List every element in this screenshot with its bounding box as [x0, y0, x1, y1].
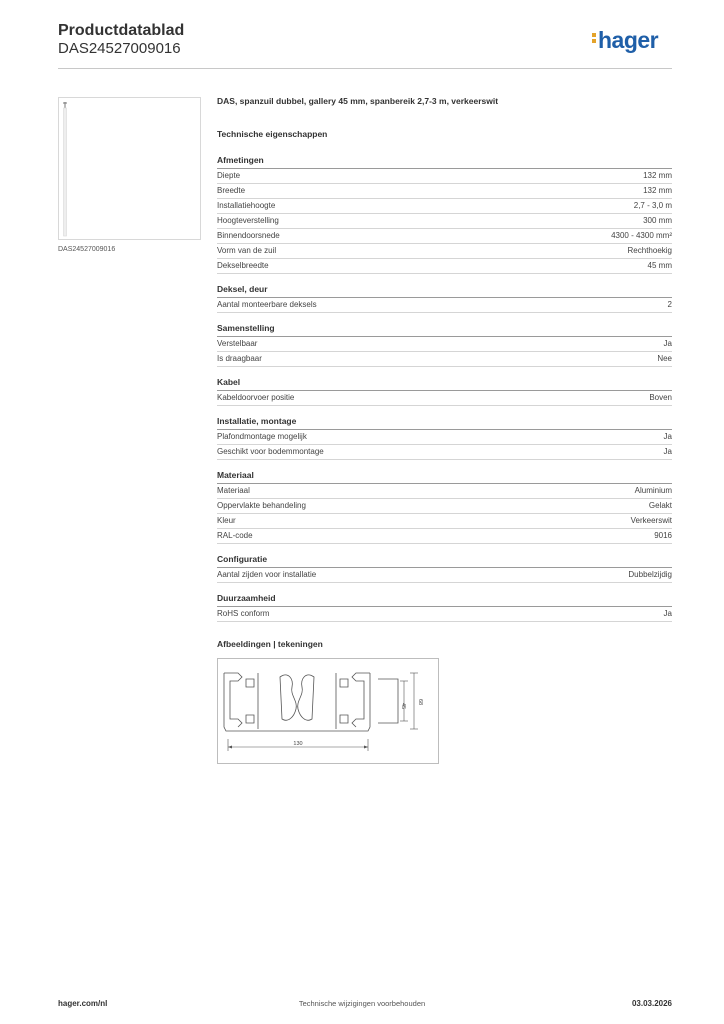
spec-row [217, 229, 672, 244]
spec-value: Ja [663, 447, 672, 456]
spec-row [217, 199, 672, 214]
spec-value: 132 mm [643, 171, 672, 180]
spec-value: 9016 [654, 531, 672, 540]
spec-row [217, 298, 672, 313]
spec-row [217, 169, 672, 184]
spec-value: Aluminium [634, 486, 672, 495]
spec-value: 4300 - 4300 mm² [611, 231, 672, 240]
spec-row [217, 445, 672, 460]
section-title: Afmetingen [217, 153, 672, 169]
spec-label: RAL-code [217, 531, 253, 540]
spec-label: Plafondmontage mogelijk [217, 432, 307, 441]
product-image [58, 97, 201, 240]
spec-row [217, 499, 672, 514]
profile-drawing-icon [218, 659, 440, 765]
spec-label: Kabeldoorvoer positie [217, 393, 295, 402]
spec-value: Ja [663, 339, 672, 348]
section-title: Samenstelling [217, 321, 672, 337]
spec-label: Aantal zijden voor installatie [217, 570, 317, 579]
tech-properties-title: Technische eigenschappen [217, 129, 328, 139]
spec-row [217, 259, 672, 274]
hager-logo[interactable] [592, 27, 658, 54]
spec-label: Is draagbaar [217, 354, 262, 363]
product-code: DAS24527009016 [58, 40, 181, 57]
section-title: Deksel, deur [217, 282, 672, 298]
section-title: Installatie, montage [217, 414, 672, 430]
spec-value: Ja [663, 609, 672, 618]
spec-row [217, 352, 672, 367]
spec-value: Dubbelzijdig [628, 570, 672, 579]
spec-row [217, 184, 672, 199]
product-title: DAS, spanzuil dubbel, gallery 45 mm, spanbereik 2,7-3 m, verkeerswit [217, 96, 499, 106]
spec-row [217, 391, 672, 406]
spec-value: 300 mm [643, 216, 672, 225]
spec-label: Aantal monteerbare deksels [217, 300, 317, 309]
header-divider [58, 68, 672, 69]
product-column-icon [59, 98, 202, 241]
footer-date: 03.03.2026 [631, 999, 672, 1008]
spec-label: Verstelbaar [217, 339, 258, 348]
spec-row [217, 568, 672, 583]
spec-row [217, 514, 672, 529]
logo-dots-icon [592, 31, 597, 45]
spec-row [217, 337, 672, 352]
spec-label: Materiaal [217, 486, 250, 495]
spec-label: Dekselbreedte [217, 261, 269, 270]
section-title: Materiaal [217, 468, 672, 484]
spec-label: Diepte [217, 171, 241, 180]
spec-label: Kleur [217, 516, 236, 525]
spec-label: Oppervlakte behandeling [217, 501, 306, 510]
spec-label: Vorm van de zuil [217, 246, 277, 255]
spec-label: Installatiehoogte [217, 201, 276, 210]
spec-label: Geschikt voor bodemmontage [217, 447, 324, 456]
spec-row [217, 430, 672, 445]
spec-value: Verkeerswit [630, 516, 672, 525]
technical-drawing [217, 658, 439, 764]
spec-value: 132 mm [643, 186, 672, 195]
dim-width-label: 130 [293, 741, 303, 747]
spec-row [217, 244, 672, 259]
spec-value: Rechthoekig [627, 246, 672, 255]
spec-value: Ja [663, 432, 672, 441]
spec-row [217, 214, 672, 229]
spec-row [217, 529, 672, 544]
section-title: Configuratie [217, 552, 672, 568]
spec-sections [217, 153, 672, 622]
spec-row [217, 484, 672, 499]
product-image-caption: DAS24527009016 [58, 246, 116, 253]
dim-height-inner-label: 45 [400, 703, 406, 710]
spec-label: Breedte [217, 186, 246, 195]
page-title: Productdatablad [58, 22, 185, 39]
section-title: Kabel [217, 375, 672, 391]
images-title: Afbeeldingen | tekeningen [217, 639, 323, 649]
spec-value: 45 mm [647, 261, 672, 270]
footer-website-link[interactable]: hager.com/nl [58, 999, 108, 1008]
section-title: Duurzaamheid [217, 591, 672, 607]
spec-label: Hoogteverstelling [217, 216, 279, 225]
spec-label: RoHS conform [217, 609, 270, 618]
spec-value: 2 [667, 300, 672, 309]
spec-value: Nee [657, 354, 672, 363]
dim-height-outer-label: 68 [417, 699, 423, 706]
spec-row [217, 607, 672, 622]
spec-value: Boven [649, 393, 672, 402]
spec-value: Gelakt [648, 501, 672, 510]
spec-label: Binnendoorsnede [217, 231, 280, 240]
main-content [217, 94, 672, 764]
logo-text: hager [598, 27, 659, 53]
spec-value: 2,7 - 3,0 m [633, 201, 672, 210]
footer-disclaimer: Technische wijzigingen voorbehouden [298, 999, 426, 1008]
